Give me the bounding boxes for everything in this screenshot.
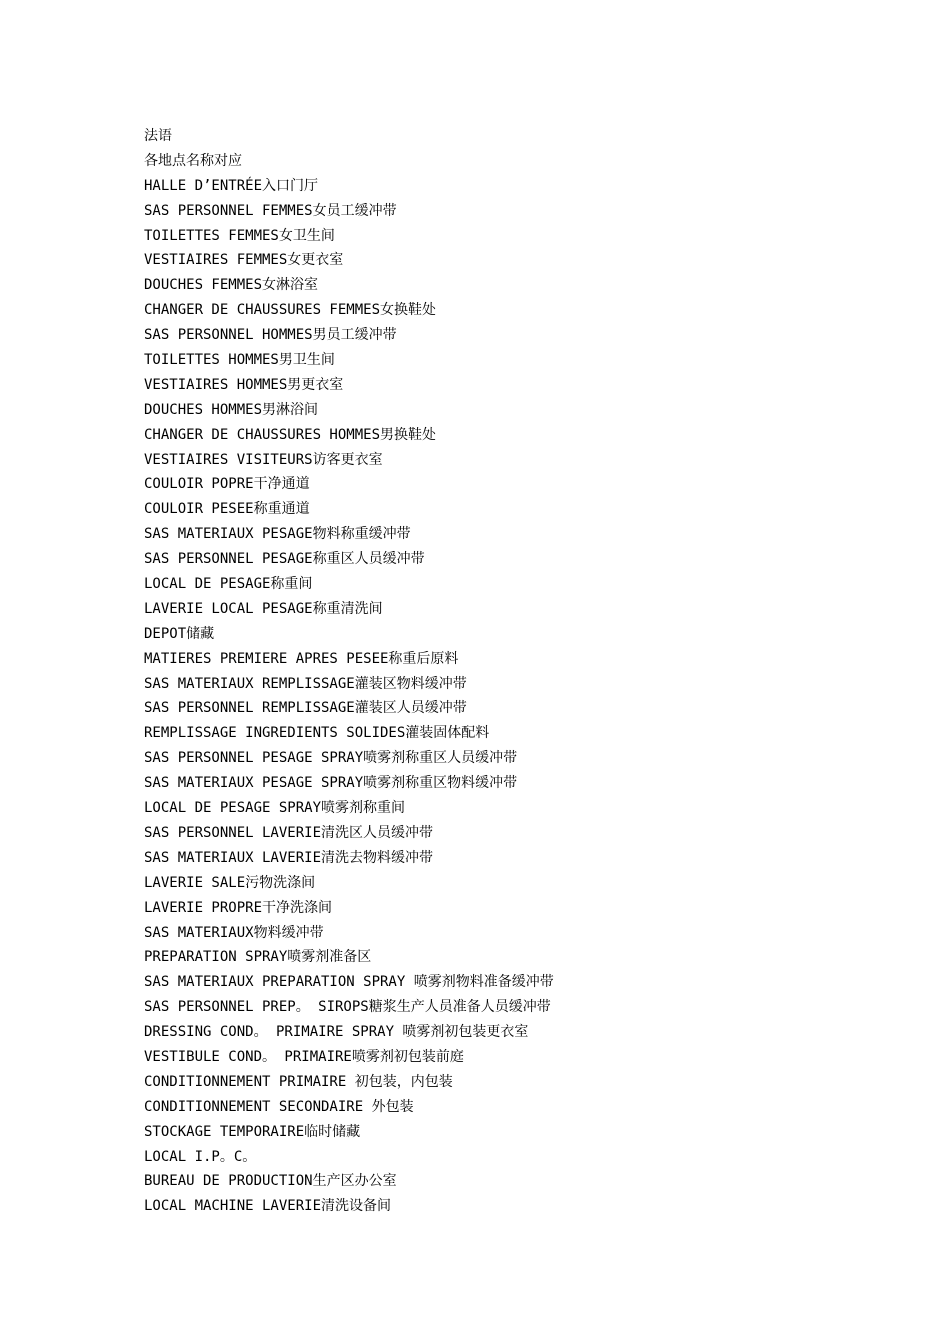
- text-line: LAVERIE PROPRE干净洗涤间: [144, 899, 333, 916]
- text-line: SAS PERSONNEL PESAGE称重区人员缓冲带: [144, 551, 425, 568]
- text-line: VESTIAIRES VISITEURS访客更衣室: [144, 451, 383, 468]
- text-line: DRESSING COND。 PRIMAIRE SPRAY 喷雾剂初包装更衣室: [144, 1024, 529, 1041]
- text-line: STOCKAGE TEMPORAIRE临时储藏: [144, 1123, 361, 1140]
- text-line: SAS MATERIAUX PESAGE物料称重缓冲带: [144, 526, 411, 543]
- document-title: 法语: [144, 128, 172, 144]
- text-line: MATIERES PREMIERE APRES PESEE称重后原料: [144, 650, 459, 667]
- text-line: PREPARATION SPRAY喷雾剂准备区: [144, 949, 372, 966]
- text-line: VESTIBULE COND。 PRIMAIRE喷雾剂初包装前庭: [144, 1048, 464, 1065]
- text-line: CONDITIONNEMENT SECONDAIRE 外包装: [144, 1098, 414, 1115]
- text-line: SAS MATERIAUX REMPLISSAGE灌装区物料缓冲带: [144, 675, 467, 692]
- text-line: SAS PERSONNEL LAVERIE清洗区人员缓冲带: [144, 824, 434, 841]
- text-line: CHANGER DE CHAUSSURES FEMMES女换鞋处: [144, 302, 437, 319]
- text-line: SAS PERSONNEL REMPLISSAGE灌装区人员缓冲带: [144, 700, 467, 717]
- text-line: SAS MATERIAUX PREPARATION SPRAY 喷雾剂物料准备缓冲带: [144, 974, 554, 991]
- text-line: HALLE D’ENTRÉE入口门厅: [144, 177, 319, 194]
- text-line: SAS MATERIAUX物料缓冲带: [144, 924, 324, 941]
- text-line: TOILETTES HOMMES男卫生间: [144, 352, 335, 369]
- document-subtitle: 各地点名称对应: [144, 152, 242, 169]
- text-line: SAS PERSONNEL HOMMES男员工缓冲带: [144, 327, 397, 344]
- text-line: SAS PERSONNEL PREP。 SIROPS糖浆生产人员准备人员缓冲带: [144, 999, 551, 1016]
- text-line: REMPLISSAGE INGREDIENTS SOLIDES灌装固体配料: [144, 725, 490, 742]
- text-line: DOUCHES HOMMES男淋浴间: [144, 401, 319, 418]
- text-line: VESTIAIRES HOMMES男更衣室: [144, 376, 344, 393]
- text-line: DOUCHES FEMMES女淋浴室: [144, 277, 319, 294]
- text-line: CONDITIONNEMENT PRIMAIRE 初包装，内包装: [144, 1073, 453, 1090]
- text-line: LOCAL I.P。C。: [144, 1148, 257, 1165]
- text-line: TOILETTES FEMMES女卫生间: [144, 227, 335, 244]
- text-line: BUREAU DE PRODUCTION生产区办公室: [144, 1173, 397, 1190]
- text-line: SAS PERSONNEL PESAGE SPRAY喷雾剂称重区人员缓冲带: [144, 750, 518, 767]
- text-line: DEPOT储藏: [144, 625, 215, 642]
- document-body: [144, 124, 904, 1219]
- text-line: LOCAL DE PESAGE称重间: [144, 576, 313, 593]
- text-line: LOCAL DE PESAGE SPRAY喷雾剂称重间: [144, 800, 406, 817]
- text-line: SAS MATERIAUX PESAGE SPRAY喷雾剂称重区物料缓冲带: [144, 775, 518, 792]
- text-line: LOCAL MACHINE LAVERIE清洗设备间: [144, 1198, 392, 1215]
- text-line: SAS PERSONNEL FEMMES女员工缓冲带: [144, 202, 397, 219]
- text-line: LAVERIE SALE污物洗涤间: [144, 874, 316, 891]
- text-line: CHANGER DE CHAUSSURES HOMMES男换鞋处: [144, 426, 437, 443]
- text-line: COULOIR POPRE干净通道: [144, 476, 310, 493]
- text-line: LAVERIE LOCAL PESAGE称重清洗间: [144, 600, 383, 617]
- text-line: SAS MATERIAUX LAVERIE清洗去物料缓冲带: [144, 849, 434, 866]
- text-line: COULOIR PESEE称重通道: [144, 501, 310, 518]
- text-line: VESTIAIRES FEMMES女更衣室: [144, 252, 344, 269]
